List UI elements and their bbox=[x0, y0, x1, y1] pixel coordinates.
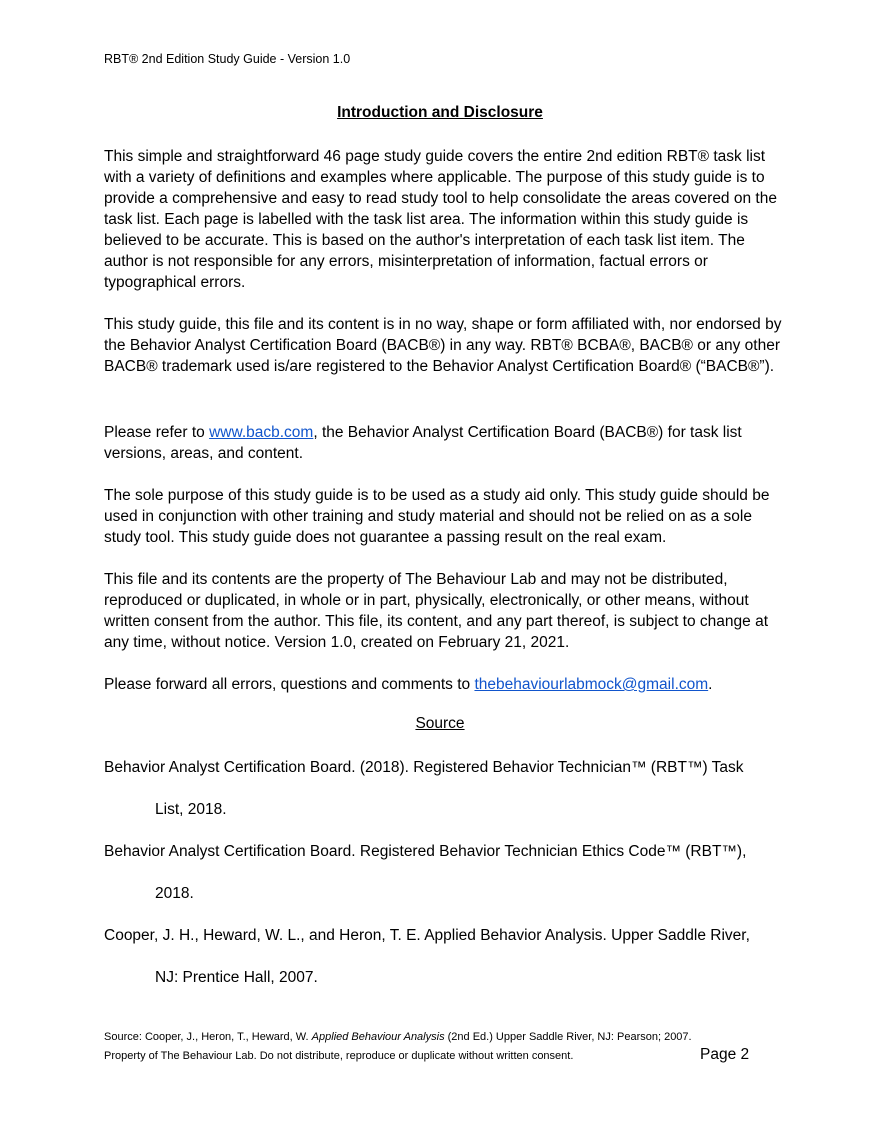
reference-entry: Behavior Analyst Certification Board. (2018). Registered Behavior Technician™ (RBT™) Task bbox=[104, 759, 744, 776]
page-number: Page 2 bbox=[700, 1046, 750, 1063]
bacb-reference-paragraph bbox=[104, 422, 784, 464]
intro-paragraph: This simple and straightforward 46 page study guide covers the entire 2nd edition RBT® task list with a variety of definitions and examples where applicable. The purpose of this study guide is to provide a comprehensive and easy to read study tool to help consolidate the areas covered on the task list. Each page is labelled with the task list area. The information within this study guide is believed to be accurate. This is based on the author's interpretation of each task list item. The author is not responsible for any errors, misinterpretation of information, factual errors or typographical errors. bbox=[104, 148, 777, 291]
footer-book-title: Applied Behaviour Analysis bbox=[311, 1031, 445, 1043]
reference-continuation: 2018. bbox=[155, 885, 194, 902]
paragraph-text: Please forward all errors, questions and comments to bbox=[104, 676, 475, 693]
document-header: RBT® 2nd Edition Study Guide - Version 1.0 bbox=[104, 52, 351, 66]
paragraph-text: Please refer to bbox=[104, 424, 210, 441]
reference-continuation: NJ: Prentice Hall, 2007. bbox=[155, 969, 318, 986]
footer-property-notice: Property of The Behaviour Lab. Do not distribute, reproduce or duplicate without written consent. bbox=[104, 1050, 574, 1062]
footer-text: Source: Cooper, J., Heron, T., Heward, W. bbox=[104, 1031, 312, 1043]
disclaimer-paragraph: This study guide, this file and its content is in no way, shape or form affiliated with, nor endorsed by the Behavior Analyst Certification Board (BACB®) in any way. RBT® BCBA®, BACB® or any other BACB® trademark used is/are registered to the Behavior Analyst Certification Board® (“BACB®”). bbox=[104, 316, 782, 375]
copyright-paragraph: This file and its contents are the property of The Behaviour Lab and may not be distributed, reproduced or duplicated, in whole or in part, physically, electronically, or other means, without written consent from the author. This file, its content, and any part thereof, is subject to change at any time, without notice. Version 1.0, created on February 21, 2021. bbox=[104, 571, 769, 651]
purpose-paragraph: The sole purpose of this study guide is to be used as a study aid only. This study guide should be used in conjunction with other training and study material and should not be relied on as a sole study tool. This study guide does not guarantee a passing result on the real exam. bbox=[104, 487, 770, 546]
page-title: Introduction and Disclosure bbox=[337, 104, 543, 121]
source-heading: Source bbox=[415, 715, 465, 732]
email-link[interactable]: thebehaviourlabmock@gmail.com bbox=[474, 676, 709, 693]
bacb-link[interactable]: www.bacb.com bbox=[209, 424, 314, 441]
paragraph-text: , the Behavior Analyst Certification Board (BACB®) for task list versions, areas, and content. bbox=[104, 424, 742, 462]
reference-entry: Cooper, J. H., Heward, W. L., and Heron, T. E. Applied Behavior Analysis. Upper Saddle River, bbox=[104, 927, 750, 944]
paragraph-text: . bbox=[708, 676, 713, 693]
footer-text: (2nd Ed.) Upper Saddle River, NJ: Pearson; 2007. bbox=[444, 1031, 692, 1043]
footer-source bbox=[104, 1031, 692, 1043]
contact-paragraph bbox=[104, 674, 784, 695]
reference-continuation: List, 2018. bbox=[155, 801, 227, 818]
reference-entry: Behavior Analyst Certification Board. Registered Behavior Technician Ethics Code™ (RBT™), bbox=[104, 843, 747, 860]
